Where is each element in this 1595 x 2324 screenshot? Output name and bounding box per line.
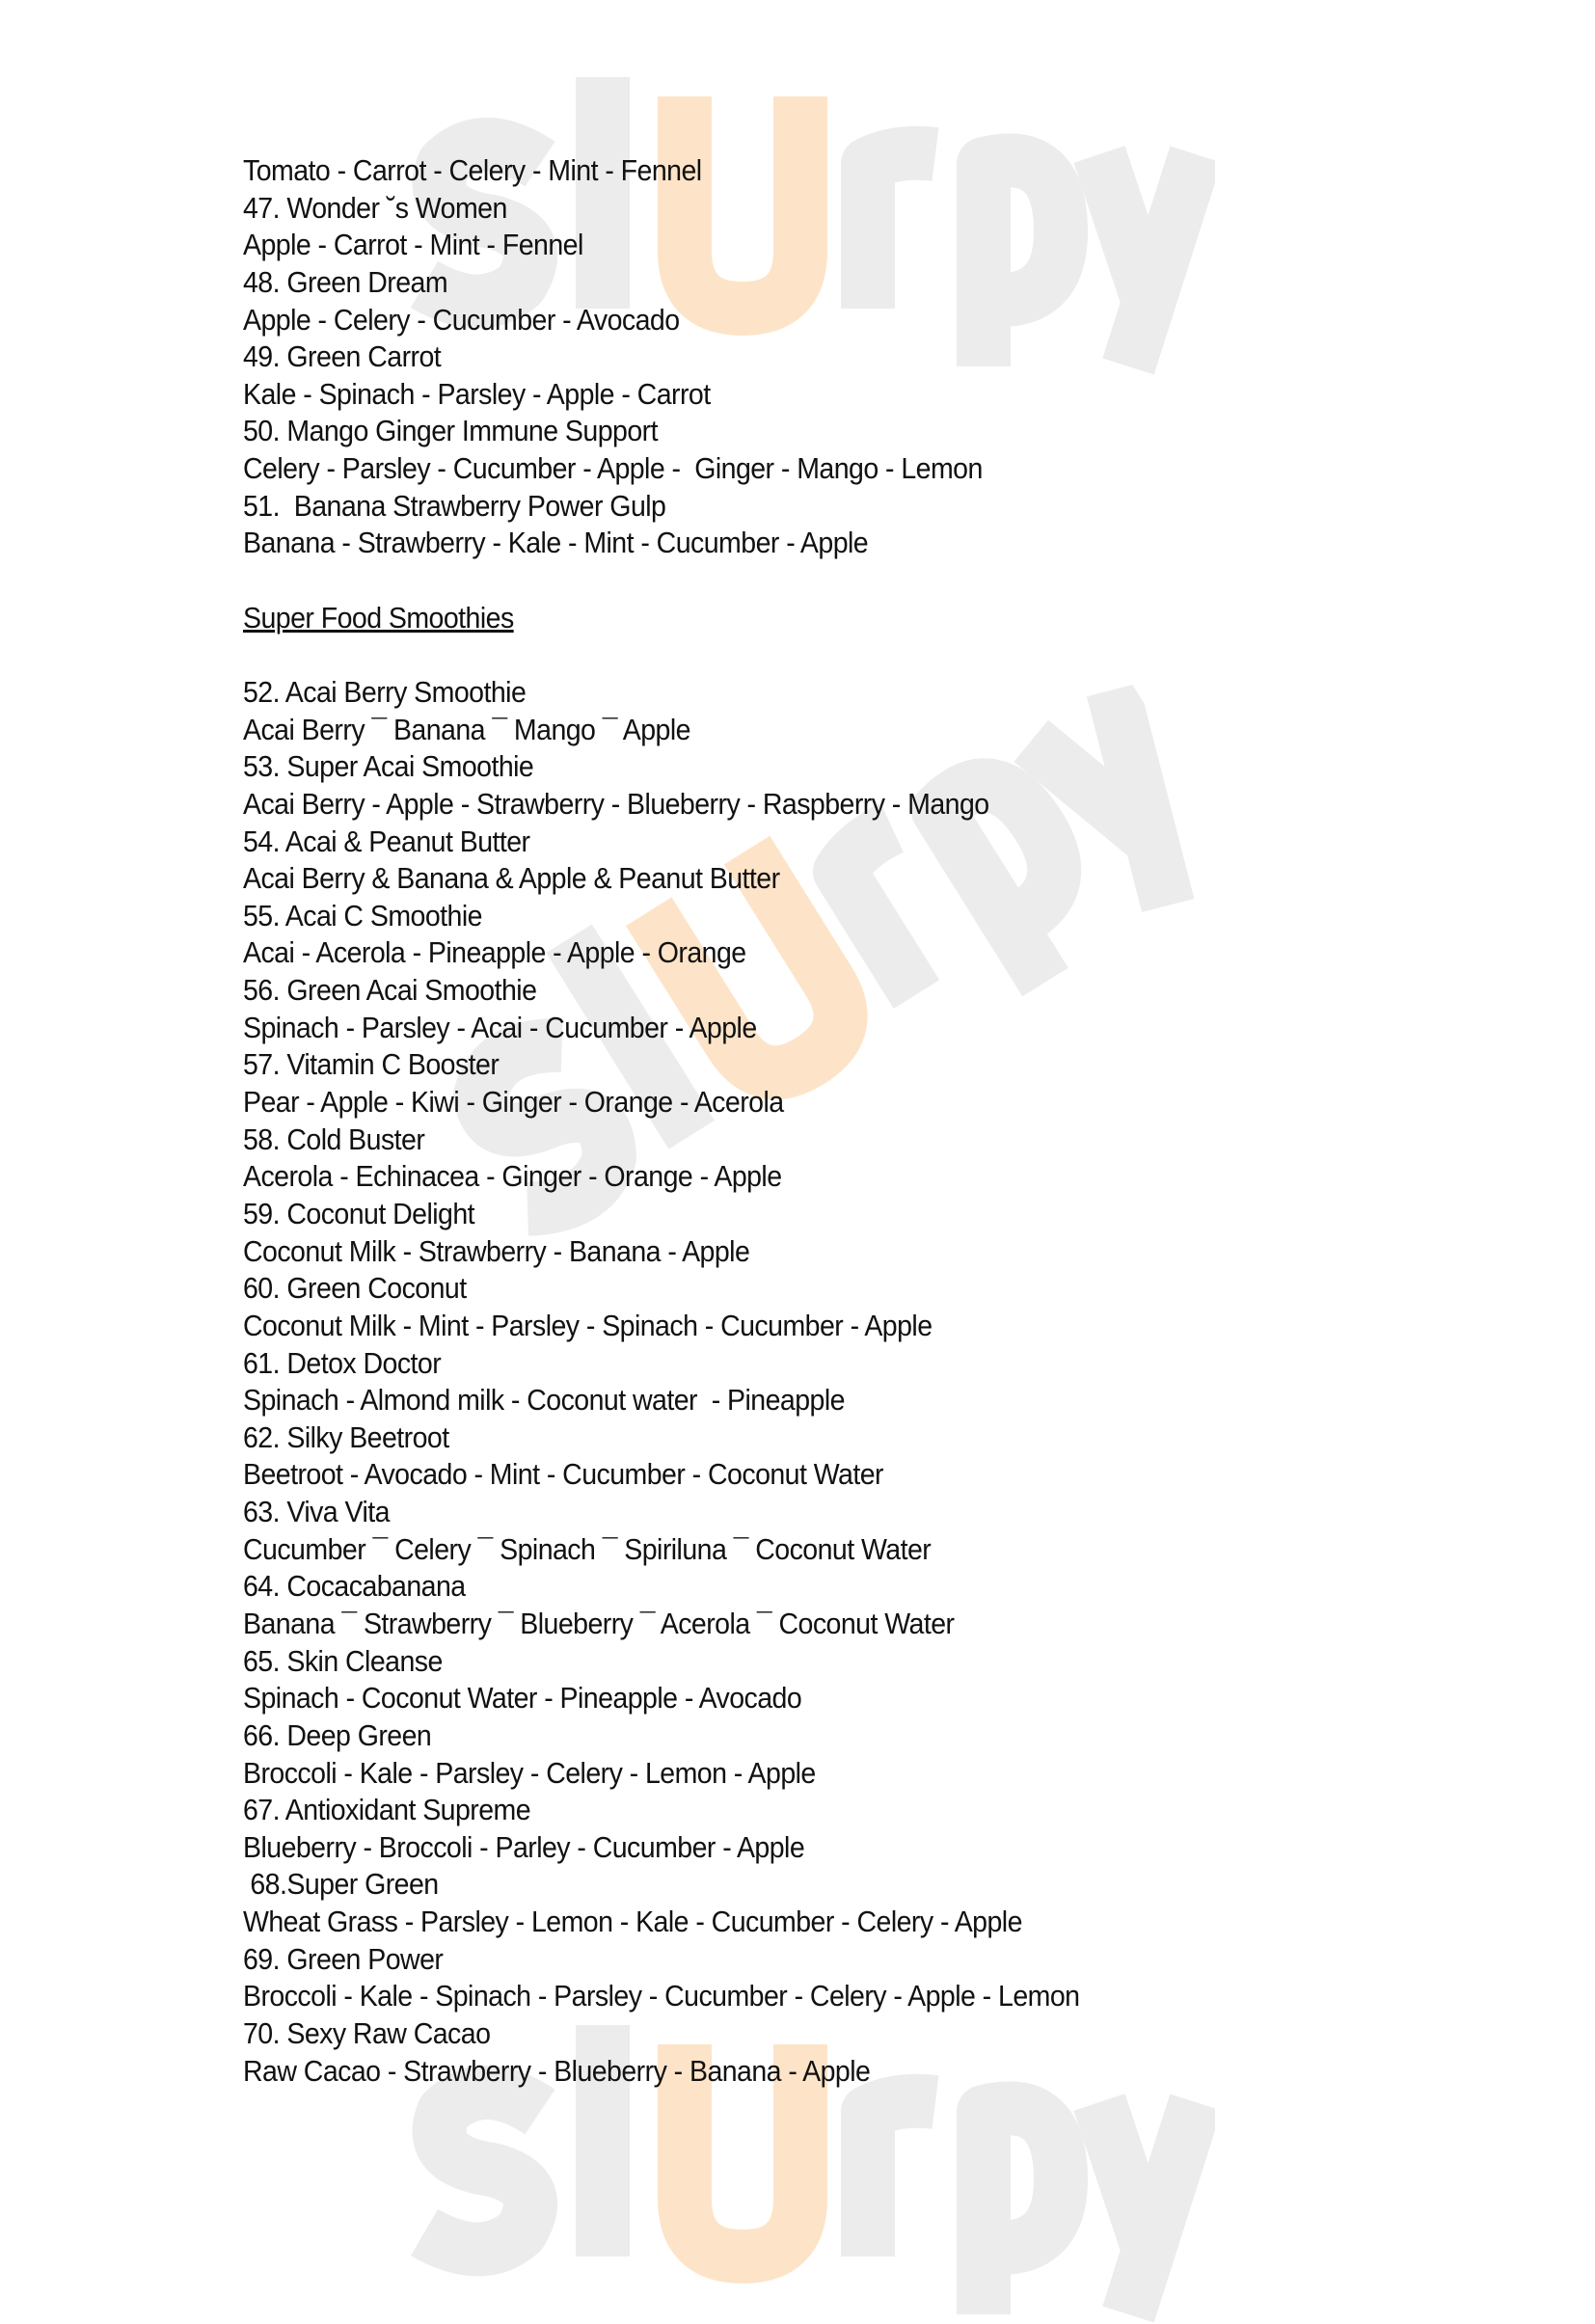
item-name: 64. Cocacabanana: [243, 1569, 466, 1604]
item-ingredients: Acai Berry & Banana & Apple & Peanut Butter: [243, 861, 780, 896]
item-ingredients: Acai Berry - Apple - Strawberry - Blueberry - Raspberry - Mango: [243, 786, 989, 821]
item-name: 57. Vitamin C Booster: [243, 1047, 500, 1082]
item-ingredients: Acai Berry ¯ Banana ¯ Mango ¯ Apple: [243, 712, 690, 746]
item-name: 50. Mango Ginger Immune Support: [243, 414, 658, 448]
menu-document: [243, 152, 1079, 2090]
item-name: 51. Banana Strawberry Power Gulp: [243, 488, 666, 523]
item-ingredients: Blueberry - Broccoli - Parley - Cucumber - Apple: [243, 1829, 805, 1864]
item-name: 68.Super Green: [243, 1867, 439, 1902]
item-ingredients: Celery - Parsley - Cucumber - Apple - Ginger - Mango - Lemon: [243, 451, 983, 486]
item-name: 61. Detox Doctor: [243, 1345, 442, 1380]
item-ingredients: Raw Cacao - Strawberry - Blueberry - Banana - Apple: [243, 2053, 871, 2088]
item-ingredients: Banana - Strawberry - Kale - Mint - Cucumber - Apple: [243, 526, 869, 560]
item-name: 52. Acai Berry Smoothie: [243, 674, 527, 709]
item-ingredients: Apple - Celery - Cucumber - Avocado: [243, 302, 680, 337]
item-name: 60. Green Coconut: [243, 1271, 467, 1306]
item-ingredients: Broccoli - Kale - Spinach - Parsley - Cucumber - Celery - Apple - Lemon: [243, 1979, 1080, 2013]
item-ingredients: Beetroot - Avocado - Mint - Cucumber - Coconut Water: [243, 1457, 883, 1492]
item-ingredients: Spinach - Almond milk - Coconut water - Pineapple: [243, 1383, 845, 1418]
item-ingredients: Pear - Apple - Kiwi - Ginger - Orange - Acerola: [243, 1085, 784, 1120]
item-name: 47. Wonder ˘s Women: [243, 190, 507, 225]
item-name: 58. Cold Buster: [243, 1121, 425, 1156]
item-ingredients: Apple - Carrot - Mint - Fennel: [243, 228, 583, 262]
item-ingredients: Acerola - Echinacea - Ginger - Orange - Apple: [243, 1159, 782, 1194]
item-ingredients: Broccoli - Kale - Parsley - Celery - Lemon - Apple: [243, 1755, 816, 1790]
item-ingredients: Banana ¯ Strawberry ¯ Blueberry ¯ Acerola ¯ Coconut Water: [243, 1606, 955, 1640]
section-title: Super Food Smoothies: [243, 600, 514, 635]
item-ingredients: Wheat Grass - Parsley - Lemon - Kale - Cucumber - Celery - Apple: [243, 1905, 1022, 1939]
smoothie-list: [243, 674, 1079, 2090]
item-name: 70. Sexy Raw Cacao: [243, 2016, 491, 2051]
item-name: 66. Deep Green: [243, 1717, 432, 1752]
item-name: 55. Acai C Smoothie: [243, 898, 482, 932]
item-ingredients: Coconut Milk - Mint - Parsley - Spinach - Cucumber - Apple: [243, 1308, 933, 1342]
item-name: 48. Green Dream: [243, 264, 448, 299]
item-name: 62. Silky Beetroot: [243, 1419, 449, 1454]
item-name: 53. Super Acai Smoothie: [243, 749, 534, 784]
item-name: 56. Green Acai Smoothie: [243, 973, 537, 1008]
continued-ingredients: Tomato - Carrot - Celery - Mint - Fennel: [243, 153, 702, 187]
item-ingredients: Kale - Spinach - Parsley - Apple - Carrot: [243, 376, 711, 411]
item-name: 67. Antioxidant Supreme: [243, 1793, 531, 1827]
juice-list: [243, 190, 1079, 562]
item-ingredients: Acai - Acerola - Pineapple - Apple - Orange: [243, 935, 746, 970]
item-name: 59. Coconut Delight: [243, 1196, 475, 1230]
item-name: 69. Green Power: [243, 1941, 444, 1976]
item-name: 65. Skin Cleanse: [243, 1643, 443, 1678]
item-ingredients: Coconut Milk - Strawberry - Banana - Apple: [243, 1233, 750, 1268]
item-name: 49. Green Carrot: [243, 339, 442, 374]
item-ingredients: Spinach - Parsley - Acai - Cucumber - Apple: [243, 1010, 757, 1044]
item-ingredients: Spinach - Coconut Water - Pineapple - Avocado: [243, 1681, 802, 1716]
item-ingredients: Cucumber ¯ Celery ¯ Spinach ¯ Spiriluna ¯ Coconut Water: [243, 1531, 932, 1566]
item-name: 54. Acai & Peanut Butter: [243, 824, 530, 858]
item-name: 63. Viva Vita: [243, 1495, 390, 1529]
